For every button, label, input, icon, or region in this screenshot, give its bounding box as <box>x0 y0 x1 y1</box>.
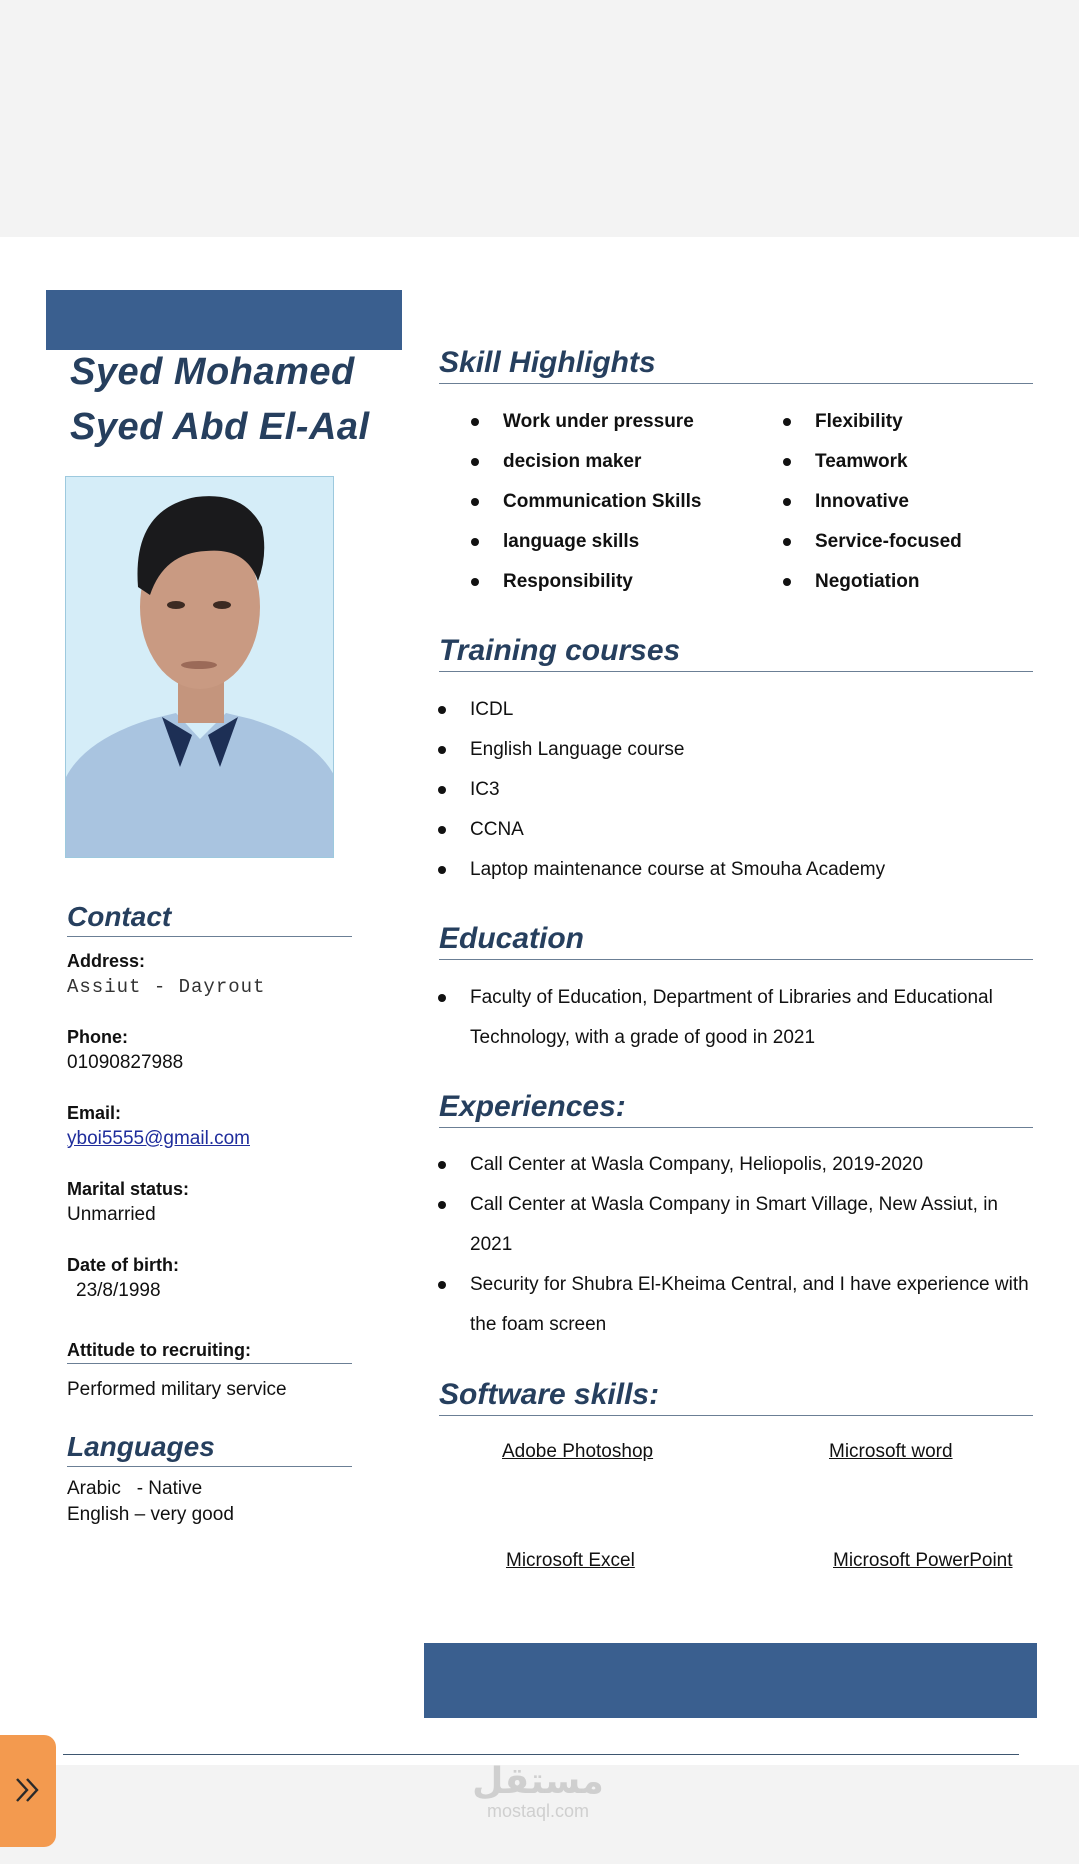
software-item: Adobe Photoshop <box>502 1441 654 1462</box>
recruit-heading <box>67 1340 352 1364</box>
training-title: Training courses <box>439 634 681 667</box>
education-heading <box>439 919 1033 960</box>
name-line-2: Syed Abd El-Aal <box>70 406 370 448</box>
skill-item: Negotiation <box>783 562 1023 602</box>
profile-photo <box>65 476 334 858</box>
training-item: IC3 <box>438 770 1032 810</box>
training-item: CCNA <box>438 810 1032 850</box>
skill-item: Teamwork <box>783 442 1023 482</box>
phone-value: 01090827988 <box>67 1052 184 1073</box>
dob-value: 23/8/1998 <box>76 1280 161 1301</box>
recruit-label: Attitude to recruiting: <box>67 1340 251 1360</box>
training-item: English Language course <box>438 730 1032 770</box>
software-heading <box>439 1375 1033 1416</box>
email-label: Email: <box>67 1103 122 1123</box>
skills-title: Skill Highlights <box>439 346 656 379</box>
profile-photo-image <box>66 477 334 858</box>
contact-title: Contact <box>67 901 172 932</box>
experiences-list <box>438 1145 1032 1345</box>
footer-divider <box>63 1754 1019 1755</box>
experiences-heading <box>439 1087 1033 1128</box>
watermark-latin: mostaql.com <box>486 1801 590 1821</box>
address-value: Assiut - Dayrout <box>67 976 266 998</box>
skill-item: Innovative <box>783 482 1023 522</box>
double-chevron-right-icon <box>14 1775 42 1805</box>
training-item: ICDL <box>438 690 1032 730</box>
experience-item: Call Center at Wasla Company in Smart Village, New Assiut, in 2021 <box>438 1185 1032 1265</box>
candidate-name <box>70 345 400 455</box>
top-margin <box>0 0 1079 237</box>
contact-heading <box>67 898 352 937</box>
training-heading <box>439 631 1033 672</box>
name-line-1: Syed Mohamed <box>70 351 355 393</box>
language-item: Arabic - Native <box>67 1478 203 1499</box>
footer-color-band <box>424 1643 1037 1718</box>
recruit-value: Performed military service <box>67 1379 287 1400</box>
marital-label: Marital status: <box>67 1179 190 1199</box>
education-item: Faculty of Education, Department of Libraries and Educational Technology, with a grade of good in 2021 <box>438 978 1032 1058</box>
experience-item: Call Center at Wasla Company, Heliopolis, 2019-2020 <box>438 1145 1032 1185</box>
phone-label: Phone: <box>67 1027 128 1047</box>
skill-item: language skills <box>471 522 771 562</box>
skills-list-right <box>783 402 1023 602</box>
skill-item: Flexibility <box>783 402 1023 442</box>
experiences-title: Experiences: <box>439 1090 626 1123</box>
skill-item: Communication Skills <box>471 482 771 522</box>
languages-title: Languages <box>67 1431 215 1462</box>
skill-item: Responsibility <box>471 562 771 602</box>
watermark-arabic: مستقل <box>472 1761 604 1802</box>
training-item: Laptop maintenance course at Smouha Academy <box>438 850 1032 890</box>
dob-label: Date of birth: <box>67 1255 179 1275</box>
education-list <box>438 978 1032 1058</box>
skill-item: Service-focused <box>783 522 1023 562</box>
experience-item: Security for Shubra El-Kheima Central, and I have experience with the foam screen <box>438 1265 1032 1345</box>
skill-item: decision maker <box>471 442 771 482</box>
training-list <box>438 690 1032 890</box>
header-color-band <box>46 290 402 350</box>
languages-heading <box>67 1428 352 1467</box>
mostaql-watermark <box>463 1762 613 1820</box>
education-title: Education <box>439 922 585 955</box>
email-link[interactable]: yboi5555@gmail.com <box>67 1128 250 1149</box>
skills-list-left <box>471 402 771 602</box>
marital-value: Unmarried <box>67 1204 156 1225</box>
skill-item: Work under pressure <box>471 402 771 442</box>
language-item: English – very good <box>67 1504 234 1525</box>
software-item: Microsoft word <box>829 1441 953 1462</box>
software-title: Software skills: <box>439 1378 660 1411</box>
side-expand-tab[interactable] <box>0 1735 56 1847</box>
software-item: Microsoft PowerPoint <box>833 1550 1013 1571</box>
address-label: Address: <box>67 951 146 971</box>
skills-heading <box>439 343 1033 384</box>
software-item: Microsoft Excel <box>506 1550 635 1571</box>
